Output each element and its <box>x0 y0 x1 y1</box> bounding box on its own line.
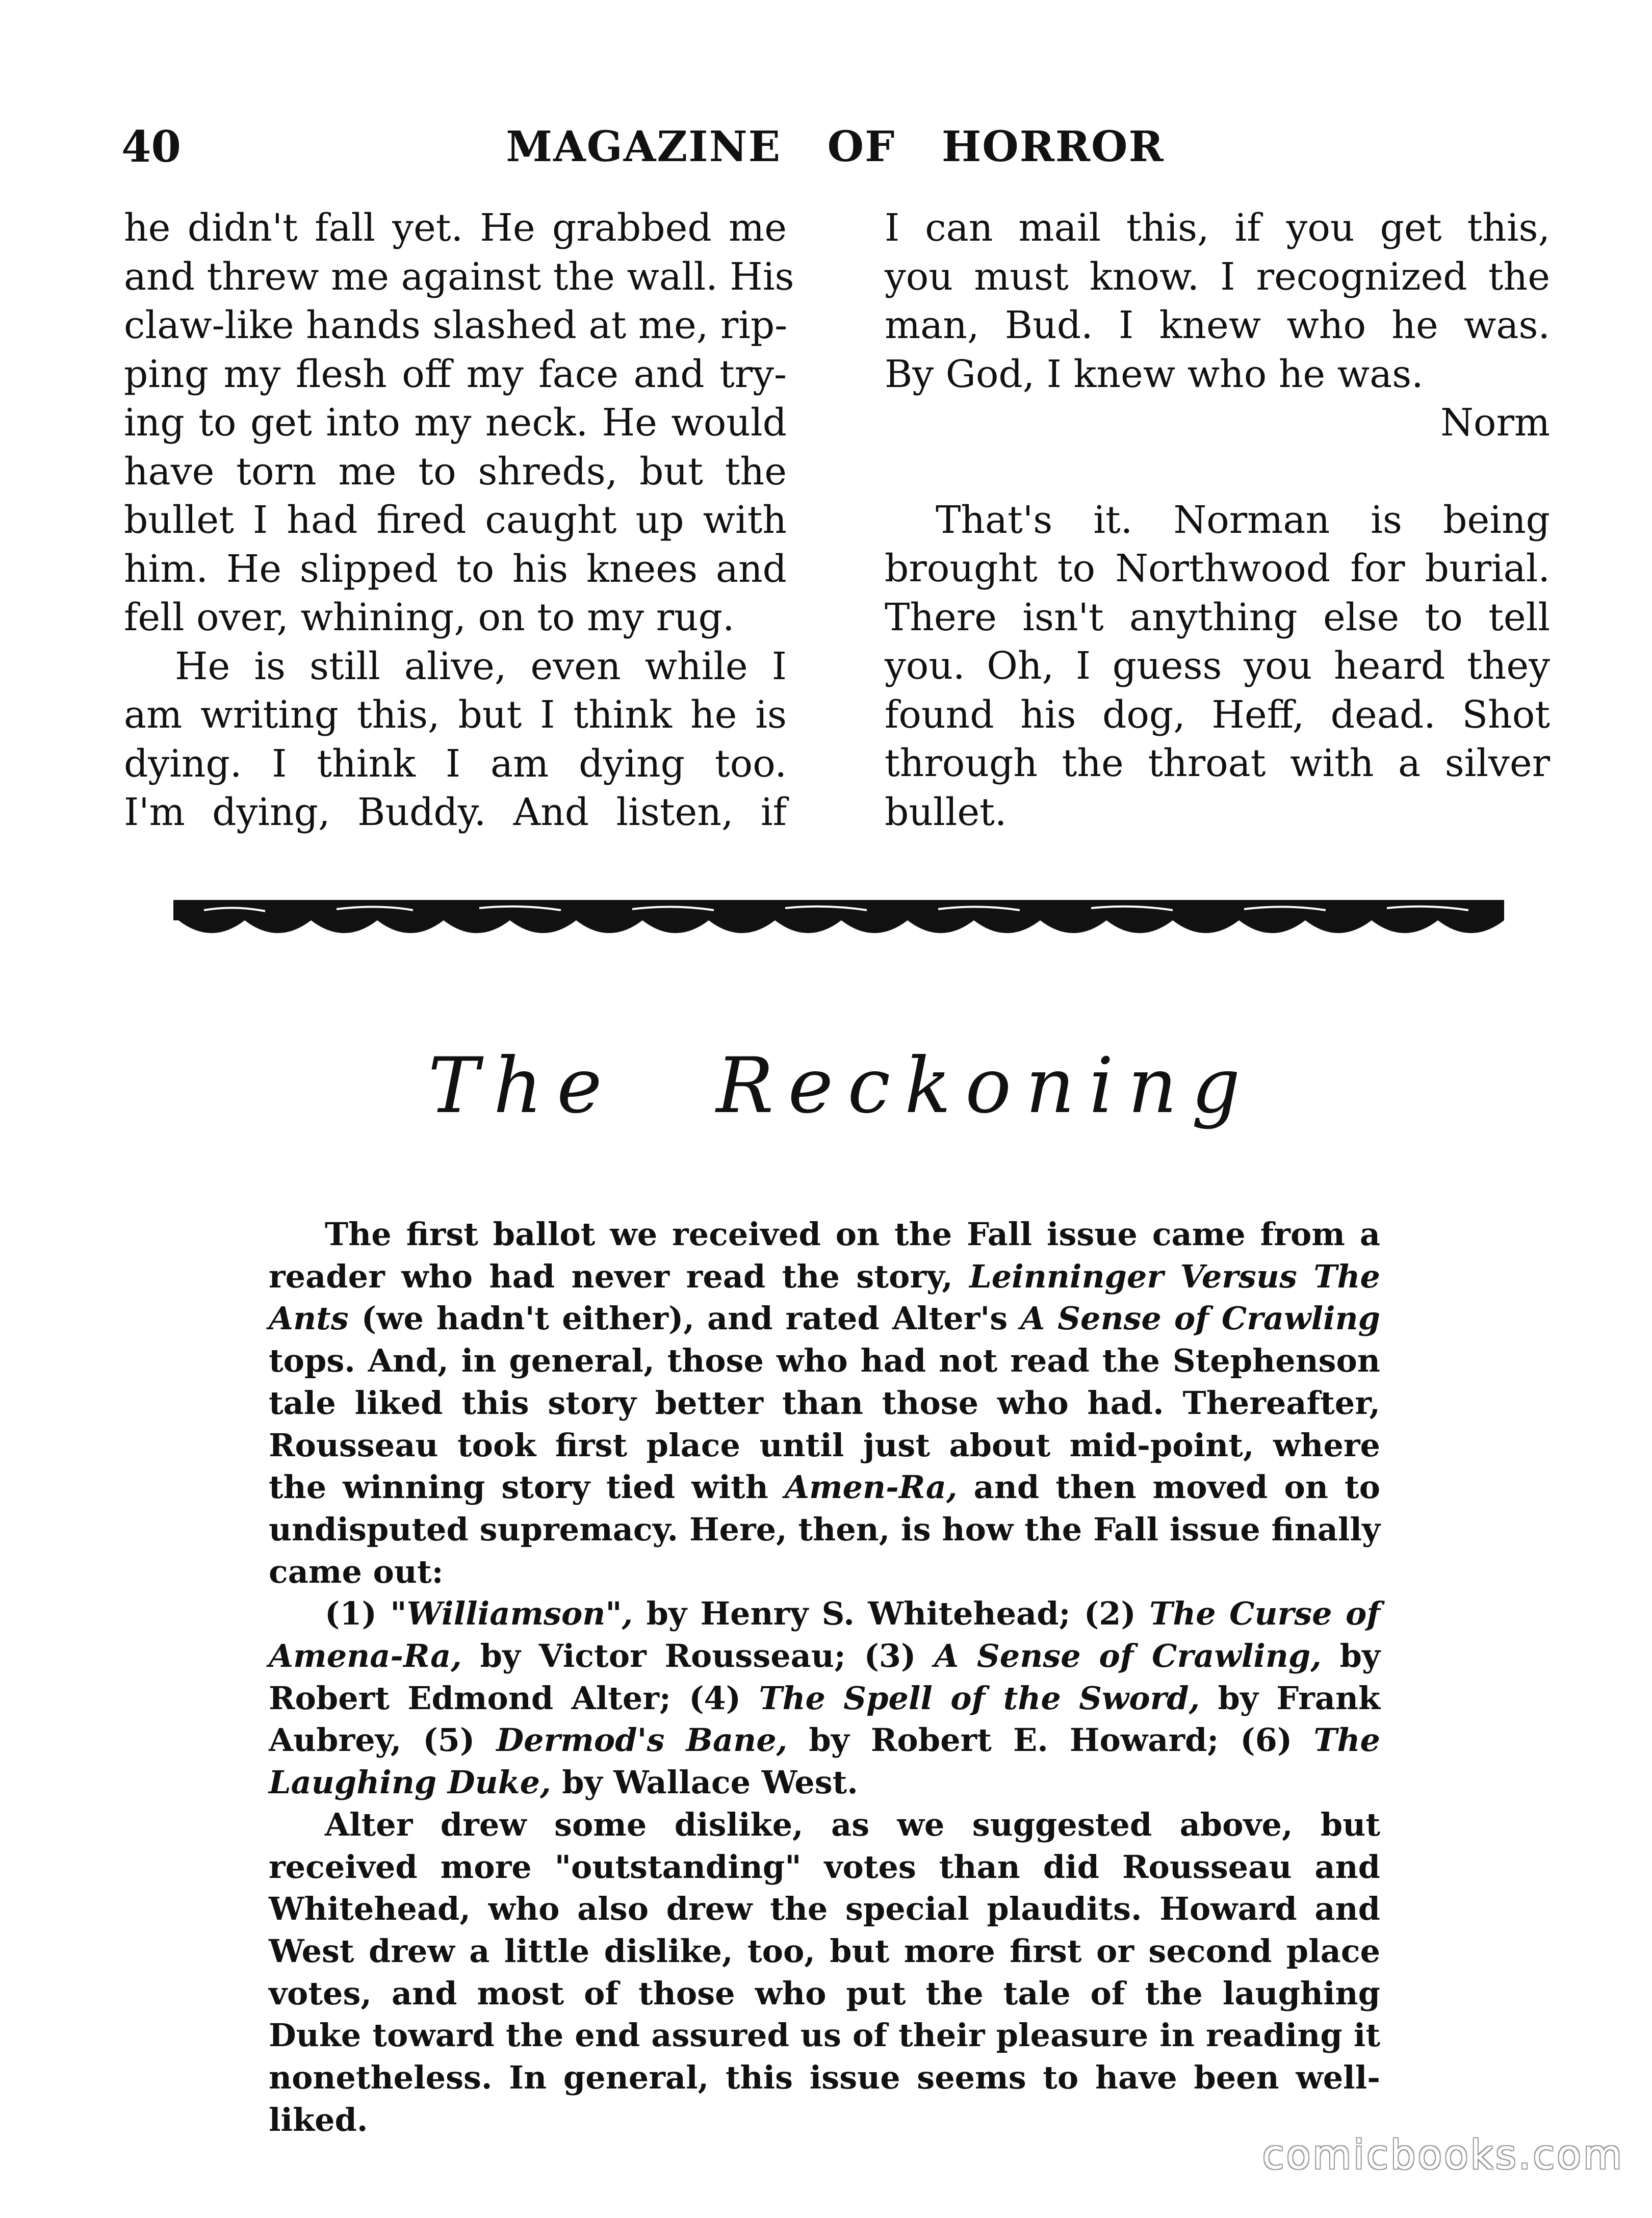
text-line: you must know. I recognized the <box>885 254 1550 299</box>
divider-band <box>173 900 1504 933</box>
watermark: comicbooks.com <box>1262 2132 1624 2178</box>
text-line: fell over, whining, on to my rug. <box>124 596 735 639</box>
text-line: you. Oh, I guess you heard they <box>885 644 1550 688</box>
text-line: By God, I knew who he was. <box>885 352 1424 396</box>
page-header <box>121 116 1549 177</box>
text-line: brought to Northwood for burial. <box>885 547 1550 590</box>
paragraph-gap <box>885 448 1550 496</box>
wavy-divider <box>173 890 1504 951</box>
text-line: He is still alive, even while I <box>175 644 787 688</box>
text-line: ing to get into my neck. He would <box>124 401 787 445</box>
left-column <box>124 204 794 837</box>
paragraph-3: Alter drew some dislike, as we suggested above, but received more "outstanding" votes than did Rousseau and Whitehead, who also drew the special plaudits. Howard and West drew a little dislike, too, but more first or second place votes, and most of those who put the tale of the laughing Duke toward the end assured us of their pleasure in reading it nonetheless. In general, this issue seems to have been well-liked. <box>269 1806 1380 2138</box>
text-line: man, Bud. I knew who he was. <box>885 303 1550 347</box>
text-line: I can mail this, if you get this, <box>885 206 1550 250</box>
section-title: The Reckoning <box>428 1042 1255 1130</box>
right-column <box>885 204 1550 837</box>
text-line: have torn me to shreds, but the <box>124 449 787 494</box>
text-line: I'm dying, Buddy. And listen, if <box>124 790 787 834</box>
text-line: ping my flesh off my face and try- <box>124 352 787 396</box>
text-line: and threw me against the wall. His <box>124 254 794 299</box>
text-line: bullet. <box>885 790 1007 834</box>
text-line: There isn't anything else to tell <box>885 595 1550 639</box>
signature: Norm <box>1440 401 1550 445</box>
text-line: he didn't fall yet. He grabbed me <box>124 206 787 250</box>
paragraph-1: The first ballot we received on the Fall issue came from a reader who had never read the story, Leinninger Versus The Ants (we hadn't either), and rated Alter's A Sense of Crawling tops. And, in general, those who had not read the Stephenson tale liked this story better than those who had. Thereafter, Rousseau took first place until just about mid-point, where the winning story tied with Amen-Ra, and then moved on to undisputed supremacy. Here, then, is how the Fall issue finally came out: <box>269 1216 1380 1590</box>
text-line: bullet I had fired caught up with <box>124 498 787 542</box>
text-line: through the throat with a silver <box>885 741 1550 785</box>
text-line: dying. I think I am dying too. <box>124 741 787 786</box>
text-line: him. He slipped to his knees and <box>124 547 787 591</box>
text-line: am writing this, but I think he is <box>124 693 787 737</box>
text-line: found his dog, Heff, dead. Shot <box>885 692 1550 737</box>
article-body <box>269 1214 1380 2141</box>
running-title: MAGAZINE OF HORROR <box>506 122 1165 171</box>
text-line: That's it. Norman is being <box>936 498 1550 542</box>
page-number: 40 <box>121 121 181 172</box>
paragraph-2: (1) "Williamson", by Henry S. Whitehead; (2) The Curse of Amena-Ra, by Victor Rousseau; (3) A Sense of Crawling, by Robert Edmond Alter; (4) The Spell of the Sword, by Frank Aubrey, (5) Dermod's Bane, by Robert E. Howard; (6) The Laughing Duke, by Wallace West. <box>269 1595 1381 1801</box>
text-line: claw-like hands slashed at me, rip- <box>124 303 788 347</box>
